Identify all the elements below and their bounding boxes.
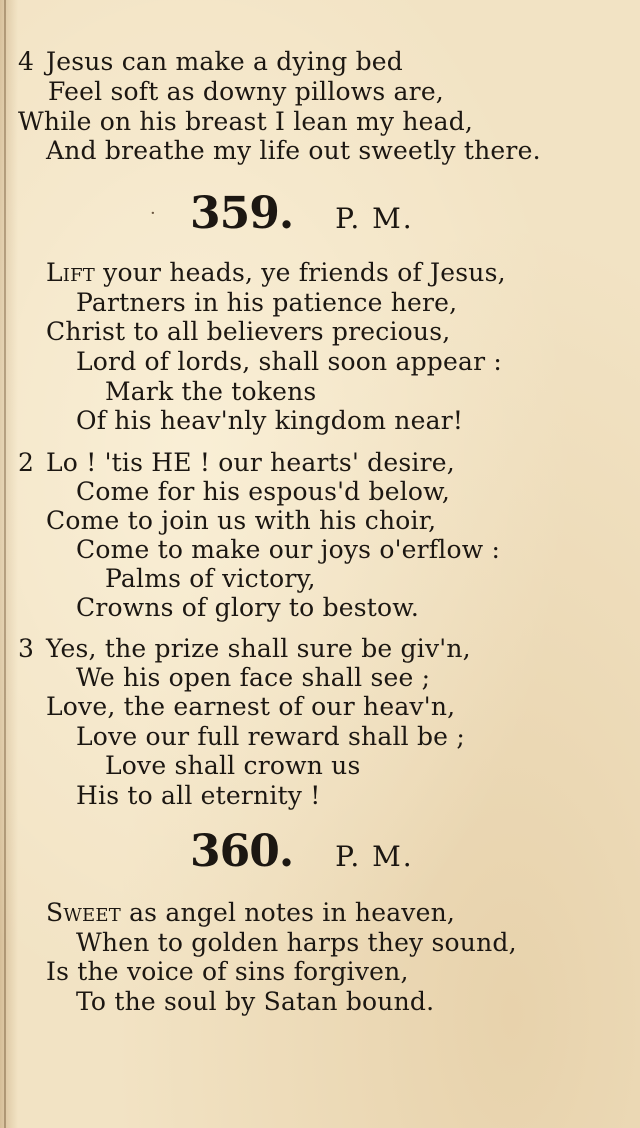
verse-line: We his open face shall see ; [76, 663, 431, 692]
hymn-number: 359. [190, 188, 294, 239]
ornament-dot: · [150, 203, 156, 224]
verse-line: Crowns of glory to bestow. [76, 593, 420, 622]
stanza-number: 3 [18, 634, 35, 663]
verse-line: Come to join us with his choir, [46, 506, 437, 535]
verse-line: His to all eternity ! [76, 781, 321, 810]
hymn-heading [190, 826, 414, 877]
verse-line: Sweet as angel notes in heaven, [46, 898, 456, 927]
verse-line: Is the voice of sins forgiven, [46, 957, 409, 986]
verse-line: Love our full reward shall be ; [76, 722, 465, 751]
verse-line: To the soul by Satan bound. [76, 987, 435, 1016]
verse-line: Palms of victory, [105, 564, 316, 593]
verse-line: 4 Jesus can make a dying bed [18, 47, 404, 76]
verse-line: Come for his espous'd below, [76, 477, 450, 506]
verse-line: Love, the earnest of our heav'n, [46, 692, 456, 721]
verse-line: While on his breast I lean my head, [18, 107, 474, 136]
hymn-meter: P. M. [335, 840, 414, 873]
verse-line: Partners in his patience here, [76, 288, 458, 317]
drop-caps-word: Lift [46, 258, 96, 287]
verse-line: When to golden harps they sound, [76, 928, 517, 957]
stanza-number: 2 [18, 448, 35, 477]
drop-caps-word: Sweet [46, 898, 121, 927]
verse-line: Lift your heads, ye friends of Jesus, [46, 258, 506, 287]
verse-line: Of his heav'nly kingdom near! [76, 406, 464, 435]
hymn-heading [190, 188, 414, 239]
verse-line: Love shall crown us [105, 751, 361, 780]
verse-line: Christ to all believers precious, [46, 317, 451, 346]
verse-line: Come to make our joys o'erflow : [76, 535, 501, 564]
verse-line: 3 Yes, the prize shall sure be giv'n, [18, 634, 471, 663]
hymn-number: 360. [190, 826, 294, 877]
verse-line: Mark the tokens [105, 377, 317, 406]
page-edge [4, 0, 6, 1128]
verse-line: Lord of lords, shall soon appear : [76, 347, 503, 376]
verse-line: Feel soft as downy pillows are, [48, 77, 444, 106]
verse-line: 2 Lo ! 'tis HE ! our hearts' desire, [18, 448, 455, 477]
hymn-meter: P. M. [335, 202, 414, 235]
stanza-number: 4 [18, 47, 35, 76]
verse-line: And breathe my life out sweetly there. [46, 136, 541, 165]
